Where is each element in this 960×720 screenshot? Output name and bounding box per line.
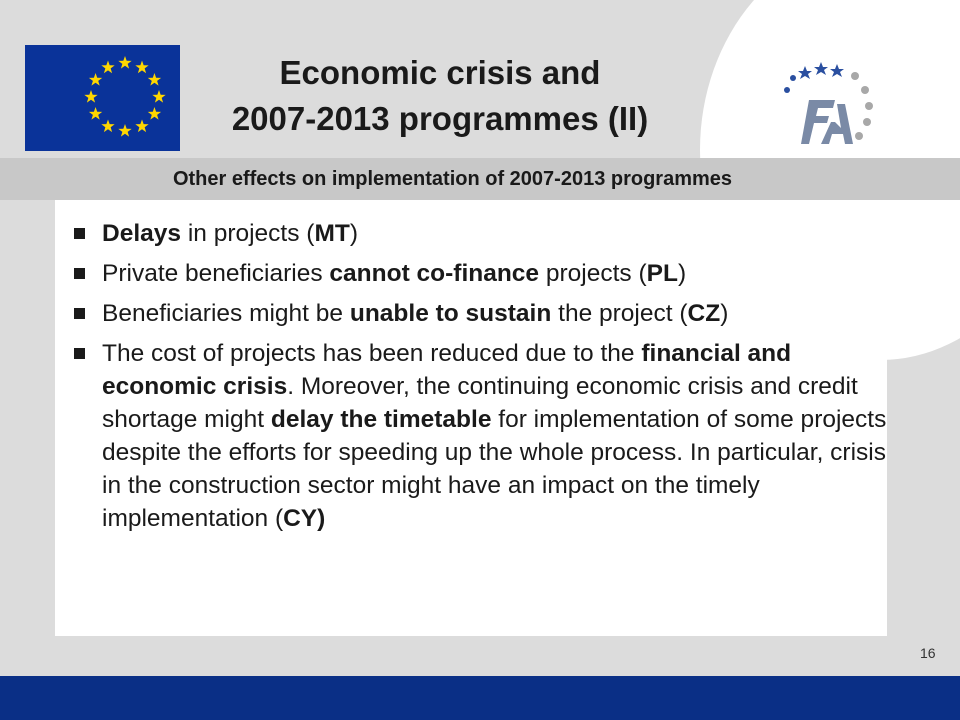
page-number: 16 bbox=[920, 645, 936, 661]
bullet-emphasis: CZ bbox=[687, 300, 721, 327]
bullet-emphasis: MT bbox=[314, 220, 350, 247]
flag-star-icon bbox=[101, 119, 114, 132]
bullet-text: ) bbox=[677, 260, 687, 287]
subtitle: Other effects on implementation of 2007-2013 programmes bbox=[172, 168, 733, 190]
bullet-item bbox=[70, 297, 910, 330]
bullet-list bbox=[70, 217, 910, 542]
footer-bar bbox=[0, 676, 960, 720]
flag-star-icon bbox=[152, 90, 165, 103]
bullet-text: . Moreover, the continuing economic crisis and credit shortage might bbox=[102, 373, 858, 433]
efa-logo-icon bbox=[765, 52, 885, 157]
flag-star-icon bbox=[118, 56, 131, 69]
bullet-square-icon bbox=[74, 228, 85, 239]
flag-star-icon bbox=[89, 107, 102, 120]
bullet-emphasis: delay the timetable bbox=[270, 406, 492, 433]
bullet-square-icon bbox=[74, 348, 85, 359]
eu-flag-icon bbox=[25, 45, 180, 151]
bullet-emphasis: cannot co-finance bbox=[329, 260, 540, 287]
flag-star-icon bbox=[101, 61, 114, 74]
flag-star-icon bbox=[135, 119, 148, 132]
bullet-text: for implementation of some projects despite the efforts for speeding up the whole process. In particular, crisis in the construction sector might have an impact on the timely implementation ( bbox=[102, 406, 887, 532]
flag-star-icon bbox=[89, 73, 102, 86]
flag-star-icon bbox=[148, 73, 161, 86]
bullet-square-icon bbox=[74, 308, 85, 319]
bullet-item bbox=[70, 337, 910, 535]
subtitle-bar bbox=[0, 158, 960, 200]
title-line-2: 2007-2013 programmes (II) bbox=[231, 100, 649, 137]
bullet-text: Beneficiaries might be bbox=[102, 300, 350, 327]
bullet-emphasis: unable to sustain bbox=[349, 300, 552, 327]
bullet-text: projects ( bbox=[539, 260, 647, 287]
title-line-1: Economic crisis and bbox=[279, 54, 601, 91]
bullet-emphasis: Delays bbox=[102, 220, 182, 247]
flag-star-icon bbox=[135, 61, 148, 74]
bullet-text: in projects ( bbox=[181, 220, 315, 247]
bullet-text: the project ( bbox=[551, 300, 688, 327]
bullet-emphasis: PL bbox=[646, 260, 678, 287]
bullet-square-icon bbox=[74, 268, 85, 279]
page-title bbox=[190, 50, 690, 142]
flag-star-icon bbox=[118, 124, 131, 137]
bullet-text: Private beneficiaries bbox=[102, 260, 330, 287]
bullet-text: The cost of projects has been reduced due to the bbox=[102, 340, 642, 367]
bullet-emphasis: financial and economic crisis bbox=[102, 340, 792, 400]
bullet-text: ) bbox=[720, 300, 729, 327]
flag-star-icon bbox=[84, 90, 97, 103]
bullet-item bbox=[70, 257, 910, 290]
flag-star-icon bbox=[148, 107, 161, 120]
bullet-emphasis: CY) bbox=[283, 505, 326, 532]
bullet-item bbox=[70, 217, 910, 250]
bullet-text: ) bbox=[349, 220, 358, 247]
